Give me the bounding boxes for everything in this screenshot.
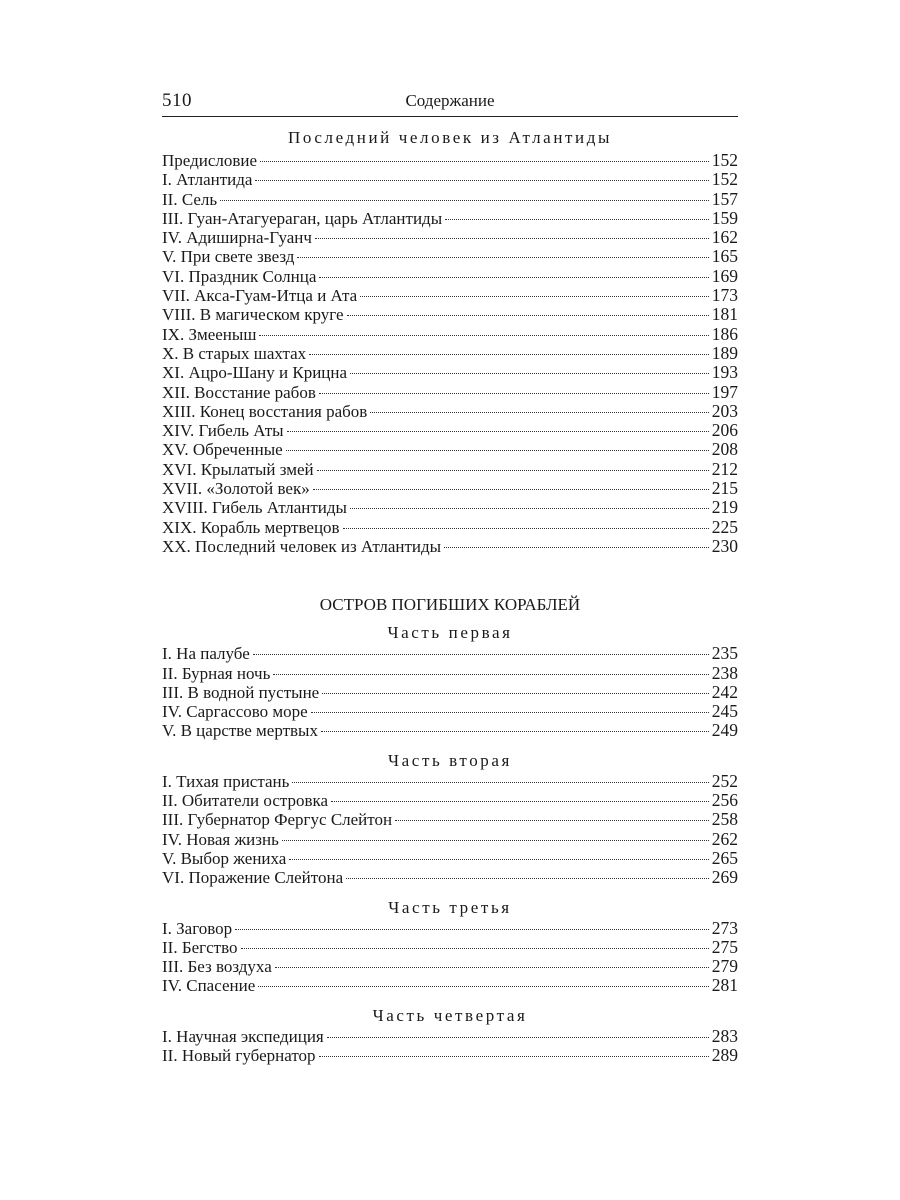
dot-leader bbox=[315, 238, 709, 239]
toc-entry-title: IV. Саргассово море bbox=[162, 702, 308, 722]
toc-entry bbox=[162, 957, 738, 976]
toc-entry-title: II. Новый губернатор bbox=[162, 1045, 316, 1065]
toc-entry bbox=[162, 151, 738, 170]
part-title: Часть третья bbox=[388, 897, 512, 917]
toc-entry bbox=[162, 305, 738, 324]
toc-entry bbox=[162, 849, 738, 868]
toc-entry bbox=[162, 1046, 738, 1065]
toc-entry bbox=[162, 644, 738, 663]
book2-parts bbox=[162, 622, 738, 1065]
dot-leader bbox=[322, 693, 709, 694]
toc-entry-title: XV. Обреченные bbox=[162, 440, 283, 460]
dot-leader bbox=[287, 431, 709, 432]
toc-entry-title: I. Заговор bbox=[162, 918, 233, 938]
toc-entry-page: 169 bbox=[711, 265, 738, 286]
dot-leader bbox=[313, 489, 709, 490]
toc-page bbox=[162, 84, 738, 1065]
dot-leader bbox=[241, 948, 709, 949]
toc-entry-title: XX. Последний человек из Атлантиды bbox=[162, 536, 442, 556]
toc-entry-page: 249 bbox=[711, 720, 738, 741]
toc-entry-page: 152 bbox=[711, 150, 738, 170]
toc-entry-title: I. Атлантида bbox=[162, 170, 253, 190]
toc-entry bbox=[162, 830, 738, 849]
toc-entry-page: 215 bbox=[711, 478, 738, 499]
toc-entry-page: 258 bbox=[711, 809, 738, 830]
toc-entry bbox=[162, 1027, 738, 1046]
toc-entry-page: 206 bbox=[711, 420, 738, 441]
toc-entry-page: 281 bbox=[711, 975, 738, 996]
toc-entry-page: 203 bbox=[711, 400, 738, 421]
toc-entry bbox=[162, 664, 738, 683]
toc-entry-title: XVII. «Золотой век» bbox=[162, 479, 310, 499]
dot-leader bbox=[255, 180, 708, 181]
toc-entry-title: III. Без воздуха bbox=[162, 957, 272, 977]
toc-entry bbox=[162, 868, 738, 887]
toc-entry-title: Предисловие bbox=[162, 151, 258, 170]
book2-title: ОСТРОВ ПОГИБШИХ КОРАБЛЕЙ bbox=[319, 595, 581, 615]
toc-entry-title: IX. Змееныш bbox=[162, 324, 257, 344]
part-title: Часть вторая bbox=[388, 750, 512, 770]
dot-leader bbox=[319, 1056, 709, 1057]
toc-entry-title: VI. Поражение Слейтона bbox=[162, 868, 344, 888]
toc-entry bbox=[162, 810, 738, 829]
dot-leader bbox=[331, 801, 709, 802]
toc-entry-page: 197 bbox=[711, 381, 738, 402]
toc-entry-page: 262 bbox=[711, 828, 738, 849]
toc-entry-page: 256 bbox=[711, 790, 738, 811]
dot-leader bbox=[235, 929, 709, 930]
toc-entry-page: 208 bbox=[711, 439, 738, 460]
toc-entry-title: V. При свете звезд bbox=[162, 247, 295, 267]
toc-entry-page: 225 bbox=[711, 516, 738, 537]
toc-entry-page: 289 bbox=[711, 1044, 738, 1065]
dot-leader bbox=[275, 967, 709, 968]
toc-entry-page: 159 bbox=[711, 207, 738, 228]
toc-entry-title: VIII. В магическом круге bbox=[162, 305, 344, 325]
toc-entry-page: 269 bbox=[711, 867, 738, 888]
toc-entry-title: II. Сель bbox=[162, 189, 218, 209]
toc-entry-title: I. Научная экспедиция bbox=[162, 1026, 324, 1046]
page-number: 510 bbox=[162, 90, 192, 111]
toc-entry bbox=[162, 938, 738, 957]
toc-entry bbox=[162, 170, 738, 189]
toc-entry-title: VI. Праздник Солнца bbox=[162, 266, 317, 286]
toc-entry-page: 283 bbox=[711, 1025, 738, 1046]
dot-leader bbox=[311, 712, 709, 713]
dot-leader bbox=[292, 782, 708, 783]
toc-entry-page: 212 bbox=[711, 458, 738, 479]
toc-entry-title: III. В водной пустыне bbox=[162, 682, 320, 702]
toc-entry-page: 162 bbox=[711, 227, 738, 248]
toc-entry bbox=[162, 228, 738, 247]
toc-entry-title: III. Губернатор Фергус Слейтон bbox=[162, 810, 393, 830]
dot-leader bbox=[360, 296, 709, 297]
dot-leader bbox=[220, 200, 709, 201]
toc-entry bbox=[162, 518, 738, 537]
toc-entry-page: 193 bbox=[711, 362, 738, 383]
dot-leader bbox=[273, 674, 708, 675]
toc-entry-page: 279 bbox=[711, 956, 738, 977]
part-toc bbox=[162, 644, 738, 740]
toc-entry bbox=[162, 286, 738, 305]
toc-entry-title: XII. Восстание рабов bbox=[162, 382, 316, 402]
toc-entry-title: X. В старых шахтах bbox=[162, 343, 307, 363]
dot-leader bbox=[319, 277, 708, 278]
toc-entry-title: XVIII. Гибель Атлантиды bbox=[162, 498, 347, 518]
toc-entry-page: 157 bbox=[711, 188, 738, 209]
toc-entry bbox=[162, 791, 738, 810]
dot-leader bbox=[317, 470, 709, 471]
dot-leader bbox=[395, 820, 709, 821]
toc-entry bbox=[162, 383, 738, 402]
toc-entry-page: 275 bbox=[711, 936, 738, 957]
toc-entry-title: IV. Адиширна-Гуанч bbox=[162, 228, 312, 248]
toc-entry-page: 245 bbox=[711, 701, 738, 722]
toc-entry-title: XIX. Корабль мертвецов bbox=[162, 517, 340, 537]
toc-entry-title: IV. Новая жизнь bbox=[162, 829, 279, 849]
part-toc bbox=[162, 1027, 738, 1066]
toc-entry-page: 252 bbox=[711, 770, 738, 791]
dot-leader bbox=[445, 219, 709, 220]
page-header bbox=[162, 84, 738, 117]
toc-entry bbox=[162, 267, 738, 286]
toc-entry-page: 165 bbox=[711, 246, 738, 267]
toc-entry bbox=[162, 683, 738, 702]
toc-entry-title: IV. Спасение bbox=[162, 976, 256, 996]
dot-leader bbox=[309, 354, 709, 355]
toc-entry bbox=[162, 363, 738, 382]
dot-leader bbox=[253, 654, 709, 655]
toc-entry-page: 235 bbox=[711, 643, 738, 664]
dot-leader bbox=[444, 547, 709, 548]
dot-leader bbox=[297, 257, 708, 258]
toc-entry-page: 219 bbox=[711, 497, 738, 518]
dot-leader bbox=[282, 840, 709, 841]
dot-leader bbox=[327, 1037, 709, 1038]
toc-entry bbox=[162, 325, 738, 344]
part-title: Часть первая bbox=[387, 623, 513, 643]
toc-entry bbox=[162, 976, 738, 995]
toc-entry bbox=[162, 772, 738, 791]
part-toc bbox=[162, 919, 738, 996]
dot-leader bbox=[289, 859, 708, 860]
toc-entry bbox=[162, 498, 738, 517]
dot-leader bbox=[258, 986, 708, 987]
dot-leader bbox=[260, 161, 709, 162]
dot-leader bbox=[286, 450, 709, 451]
toc-entry-title: II. Бурная ночь bbox=[162, 663, 271, 683]
toc-entry-title: III. Гуан-Атагуераган, царь Атлантиды bbox=[162, 208, 443, 228]
toc-entry-title: II. Бегство bbox=[162, 937, 238, 957]
toc-entry bbox=[162, 479, 738, 498]
toc-entry-page: 273 bbox=[711, 917, 738, 938]
book1-toc bbox=[162, 151, 738, 556]
toc-entry-title: XIII. Конец восстания рабов bbox=[162, 401, 368, 421]
dot-leader bbox=[370, 412, 708, 413]
toc-entry bbox=[162, 402, 738, 421]
dot-leader bbox=[350, 373, 709, 374]
toc-entry bbox=[162, 702, 738, 721]
part-title: Часть четвертая bbox=[372, 1005, 528, 1025]
toc-entry-title: I. Тихая пристань bbox=[162, 771, 290, 791]
toc-entry-page: 265 bbox=[711, 847, 738, 868]
toc-entry-title: II. Обитатели островка bbox=[162, 791, 329, 811]
book1-title: Последний человек из Атлантиды bbox=[287, 128, 613, 147]
part-toc bbox=[162, 772, 738, 888]
dot-leader bbox=[343, 528, 709, 529]
toc-entry bbox=[162, 344, 738, 363]
toc-entry-page: 242 bbox=[711, 681, 738, 702]
toc-entry-title: V. Выбор жениха bbox=[162, 848, 287, 868]
toc-entry bbox=[162, 919, 738, 938]
dot-leader bbox=[321, 731, 709, 732]
dot-leader bbox=[346, 878, 709, 879]
dot-leader bbox=[347, 315, 709, 316]
toc-entry-page: 181 bbox=[711, 304, 738, 325]
toc-entry-page: 186 bbox=[711, 323, 738, 344]
toc-entry-page: 230 bbox=[711, 535, 738, 556]
toc-entry bbox=[162, 190, 738, 209]
toc-entry-title: VII. Акса-Гуам-Итца и Ата bbox=[162, 286, 358, 306]
toc-entry-page: 173 bbox=[711, 285, 738, 306]
toc-entry bbox=[162, 247, 738, 266]
toc-entry bbox=[162, 460, 738, 479]
toc-entry-title: V. В царстве мертвых bbox=[162, 721, 318, 741]
toc-entry-page: 238 bbox=[711, 662, 738, 683]
toc-entry-title: XVI. Крылатый змей bbox=[162, 459, 314, 479]
toc-entry bbox=[162, 421, 738, 440]
toc-entry-page: 189 bbox=[711, 342, 738, 363]
toc-entry bbox=[162, 537, 738, 556]
toc-entry-title: XIV. Гибель Аты bbox=[162, 421, 284, 441]
toc-entry bbox=[162, 721, 738, 740]
dot-leader bbox=[259, 335, 708, 336]
toc-entry bbox=[162, 440, 738, 459]
dot-leader bbox=[350, 508, 709, 509]
toc-entry-page: 152 bbox=[711, 169, 738, 190]
toc-entry bbox=[162, 209, 738, 228]
toc-entry-title: XI. Ацро-Шану и Крицна bbox=[162, 363, 348, 383]
dot-leader bbox=[319, 393, 709, 394]
running-title: Содержание bbox=[405, 91, 495, 110]
toc-entry-title: I. На палубе bbox=[162, 644, 250, 664]
